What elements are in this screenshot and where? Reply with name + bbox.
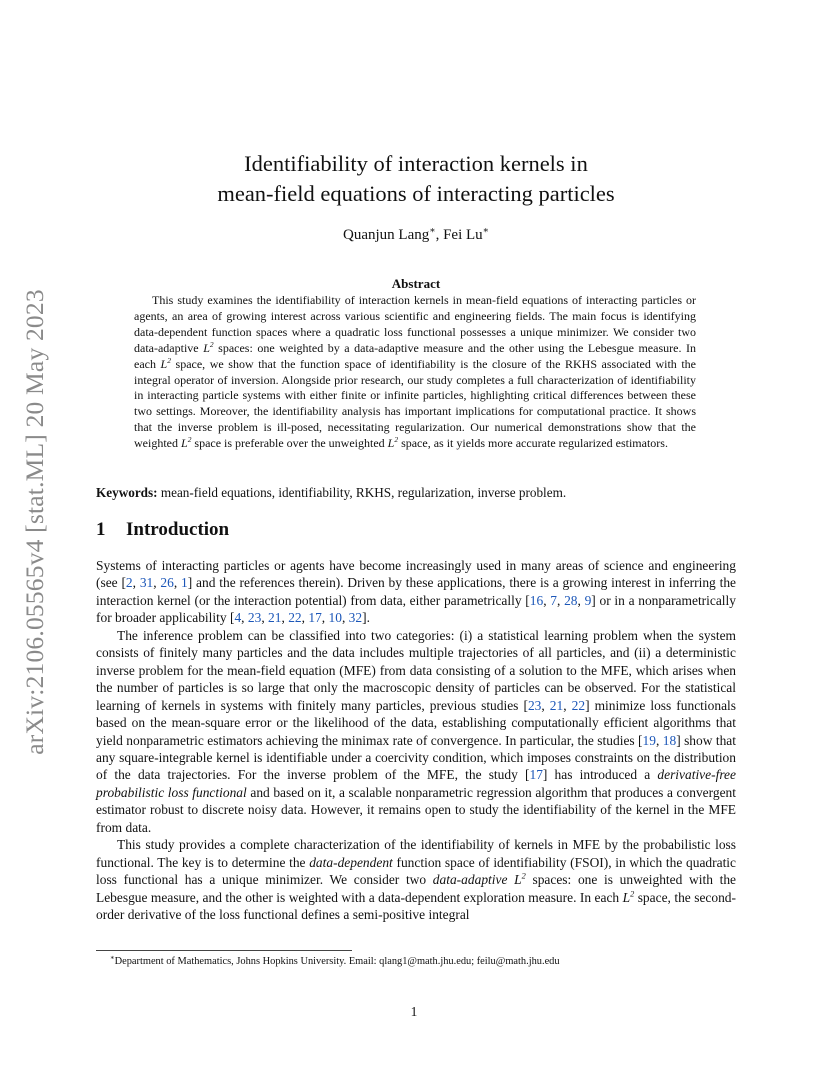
keywords	[96, 485, 736, 501]
paragraph-1: Systems of interacting particles or agents have become increasingly used in many areas of science and engineering (see [2, 31, 26, 1] and the references therein). Driven by these applications, there is a growing interest in inferring the interaction kernel (or the interaction potential) from data, either parametrically [16, 7, 28, 9] or in a nonparametrically for broader applicability [4, 23, 21, 22, 17, 10, 32].	[96, 558, 737, 626]
emphasis: data-adaptive	[432, 872, 508, 888]
citation-link[interactable]: 19	[642, 732, 656, 748]
keywords-list: mean-field equations, identifiability, RKHS, regularization, inverse problem.	[157, 485, 567, 500]
paragraph-3: This study provides a complete characterization of the identifiability of kernels in MFE by the probabilistic loss functional. The key is to determine the data-dependent function space of identifiability (FSOI), in which the quadratic loss functional has a unique minimizer. We consider two data-adaptive $L^2$ spaces: one is unweighted with the Lebesgue measure, and the other is weighted with a data-dependent exploration measure. In each $L^2$ space, the second-order derivative of the loss functional defines a semi-positive integral	[96, 837, 737, 923]
citation-link[interactable]: 17	[308, 610, 322, 626]
math-L2: $L^2$	[514, 871, 526, 888]
citation-link[interactable]: 7	[550, 592, 557, 608]
keywords-label: Keywords:	[96, 485, 158, 500]
emphasis: data-dependent	[309, 854, 393, 870]
math-L2: $L^2$	[181, 435, 192, 451]
footnote-mark: ∗	[110, 954, 115, 962]
footnote-text: Department of Mathematics, Johns Hopkins University. Email: qlang1@math.jhu.edu; feilu@math.jhu.edu	[114, 956, 560, 967]
citation-link[interactable]: 23	[247, 610, 262, 626]
emphasis: derivative-free probabilistic loss functional	[96, 767, 736, 800]
math-L2: $L^2$	[160, 355, 171, 371]
math-L2: $L^2$	[203, 339, 214, 355]
title-line-2: mean-field equations of interacting particles	[217, 181, 615, 206]
paragraph-2: The inference problem can be classified into two categories: (i) a statistical learning problem when the system consists of finitely many particles and the data includes multiple trajectories of all particles, and (ii) a deterministic inverse problem for the mean-field equation (MFE) from data consisting of a solution to the MFE, which arises when the number of particles is so large that only the macroscopic density of particles can be observed. For the statistical learning of kernels in systems with finitely many particles, previous studies [23, 21, 22] minimize loss functionals based on the mean-square error or the likelihood of the data, establishing computationally efficient algorithms that yield nonparametric estimators achieving the minimax rate of convergence. In particular, the studies [19, 18] show that any square-integrable kernel is identifiable under a coercivity condition, which imposes constraints on the distribution of the data trajectories. For the inverse problem of the MFE, the study [17] has introduced a derivative-free probabilistic loss functional and based on it, a scalable nonparametric regression algorithm that produces a convergent estimator robust to discrete noisy data. However, it remains open to study the identifiability of the kernel in the MFE from data.	[96, 627, 737, 835]
citation-link[interactable]: 32	[348, 610, 363, 626]
author-2: Fei Lu	[443, 227, 483, 243]
citation-link[interactable]: 28	[564, 592, 578, 608]
citation-link[interactable]: 18	[662, 732, 677, 748]
citation-link[interactable]: 4	[234, 610, 242, 626]
citation-link[interactable]: 17	[529, 767, 543, 783]
citation-link[interactable]: 16	[529, 592, 544, 608]
citation-link[interactable]: 21	[268, 610, 282, 626]
footnote-rule	[96, 950, 352, 951]
footnote	[110, 955, 730, 968]
section-number: 1	[96, 519, 106, 540]
author-list	[96, 227, 736, 244]
math-L2: $L^2$	[387, 435, 399, 451]
citation-link[interactable]: 1	[181, 575, 188, 591]
intro-body	[96, 557, 736, 924]
citation-link[interactable]: 10	[328, 610, 342, 626]
abstract-body: This study examines the identifiability of interaction kernels in mean-field equations of interacting particles or agents, an area of growing interest across various scientific and engineering fields. The main focus is identifying data-dependent function spaces where a quadratic loss functional possesses a unique minimizer. We consider two data-adaptive $L^2$ spaces: one weighted by a data-adaptive measure and the other using the Lebesgue measure. In each $L^2$ space, we show that the function space of identifiability is the closure of the RKHS associated with the integral operator of inversion. Alongside prior research, our study completes a full characterization of identifiability in interacting particle systems with either finite or infinite particles, highlighting critical differences between these two settings. Moreover, the identifiability analysis has important implications for computational practice. It shows that the inverse problem is ill-posed, necessitating regularization. Our numerical demonstrations show that the weighted $L^2$ space is preferable over the unweighted $L^2$ space, as it yields more accurate regularized estimators.	[134, 293, 696, 451]
author-2-footnote-mark: ∗	[482, 226, 489, 236]
citation-link[interactable]: 21	[549, 697, 564, 713]
citation-link[interactable]: 31	[139, 575, 154, 591]
citation-link[interactable]: 22	[288, 610, 302, 626]
citation-link[interactable]: 26	[160, 575, 174, 591]
author-separator: ,	[435, 227, 444, 243]
paper-title	[96, 149, 736, 209]
citation-link[interactable]: 23	[527, 697, 542, 713]
section-heading	[96, 519, 229, 541]
page-number: 1	[410, 1004, 418, 1019]
citation-link[interactable]: 22	[571, 697, 586, 713]
citation-link[interactable]: 9	[584, 592, 592, 608]
math-L2: $L^2$	[622, 889, 635, 905]
arxiv-identifier	[10, 272, 60, 772]
title-line-1: Identifiability of interaction kernels in	[244, 151, 588, 176]
arxiv-identifier-text: arXiv:2106.05565v4 [stat.ML] 20 May 2023	[20, 289, 49, 755]
abstract-heading: Abstract	[391, 276, 441, 291]
author-1-footnote-mark: ∗	[429, 226, 436, 236]
author-1: Quanjun Lang	[343, 227, 430, 243]
section-title: Introduction	[126, 519, 230, 540]
citation-link[interactable]: 2	[125, 575, 133, 591]
